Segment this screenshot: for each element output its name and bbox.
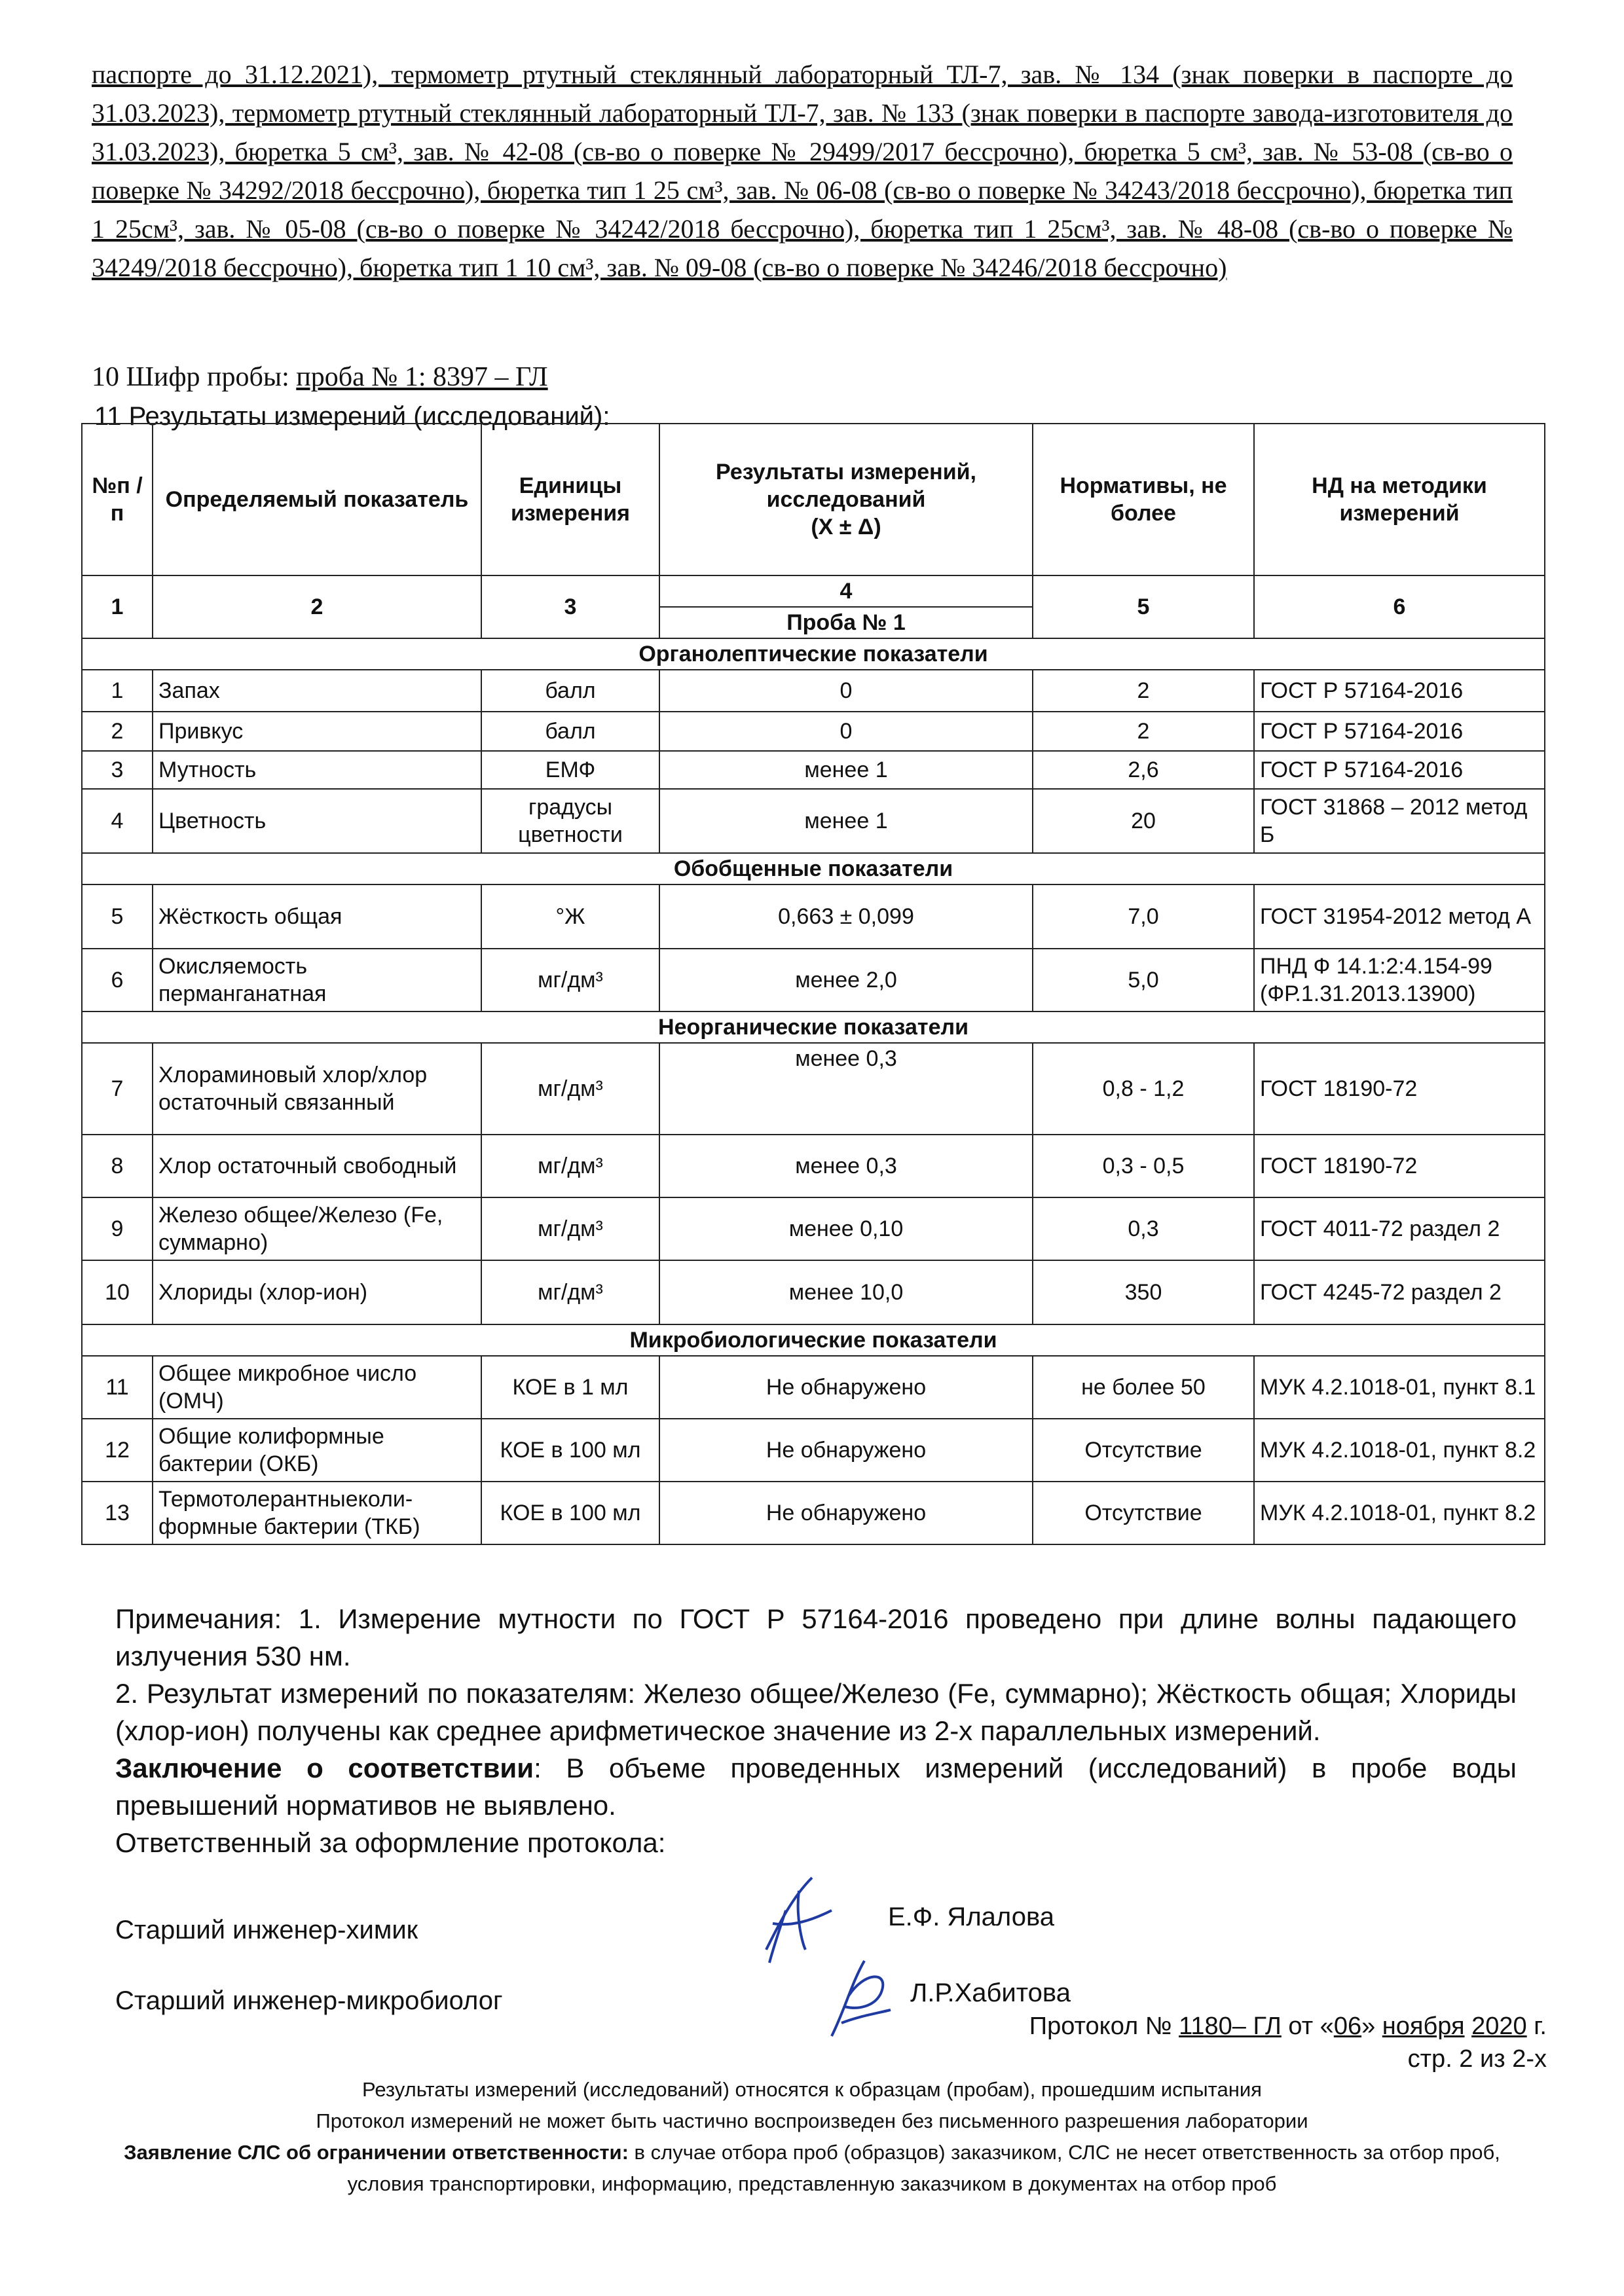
section-title: Микробиологические показатели (82, 1324, 1545, 1356)
row-unit: балл (481, 712, 659, 751)
row-indicator: Цветность (153, 789, 481, 853)
row-indicator: Железо общее/Железо (Fe, суммарно) (153, 1197, 481, 1260)
row-result: Не обнаружено (659, 1356, 1033, 1419)
disclaimer-text: в случае отбора проб (образцов) заказчиком, СЛС не несет ответственность за отбор проб, условия транспортировки, информацию, представленную заказчиком в документах на отбор проб (347, 2141, 1500, 2195)
row-nd: ГОСТ 4245-72 раздел 2 (1254, 1260, 1545, 1324)
signature-role-chemist: Старший инженер-химик (115, 1916, 418, 1944)
protocol-mid: » (1361, 2013, 1382, 2040)
row-result: менее 0,3 (659, 1043, 1033, 1135)
row-num: 7 (82, 1043, 153, 1135)
row-unit: мг/дм³ (481, 1043, 659, 1135)
row-indicator: Термотолерантныеколи-формные бактерии (ТКБ) (153, 1482, 481, 1544)
row-num: 8 (82, 1135, 153, 1197)
header-units: Единицы измерения (481, 424, 659, 575)
colnum-5: 5 (1033, 575, 1254, 638)
row-result: менее 0,3 (659, 1135, 1033, 1197)
row-nd: ГОСТ 18190-72 (1254, 1043, 1545, 1135)
footer-line-1: Результаты измерений (исследований) относятся к образцам (пробам), прошедшим испытания (362, 2078, 1262, 2101)
row-result: 0 (659, 670, 1033, 712)
row-num: 13 (82, 1482, 153, 1544)
row-nd: ГОСТ 18190-72 (1254, 1135, 1545, 1197)
signature-name-microbiologist: Л.Р.Хабитова (910, 1978, 1071, 2007)
row-norm: Отсутствие (1033, 1482, 1254, 1544)
row-result: менее 10,0 (659, 1260, 1033, 1324)
table-row (82, 1419, 1545, 1482)
row-nd: ГОСТ 31868 – 2012 метод Б (1254, 789, 1545, 853)
row-nd: ГОСТ Р 57164-2016 (1254, 670, 1545, 712)
footer-line-2: Протокол измерений не может быть частично воспроизведен без письменного разрешения лаборатории (316, 2109, 1308, 2132)
responsible-line: Ответственный за оформление протокола: (115, 1827, 666, 1858)
sample-code-label: 10 Шифр пробы: (92, 362, 297, 392)
row-norm: 2 (1033, 670, 1254, 712)
protocol-prefix: Протокол № (1029, 2013, 1179, 2040)
conclusion-text: : В объеме проведенных измерений (исследований) в пробе воды превышений нормативов не выявлено. (115, 1753, 1517, 1821)
row-num: 1 (82, 670, 153, 712)
row-num: 2 (82, 712, 153, 751)
row-nd: ПНД Ф 14.1:2:4.154-99 (ФР.1.31.2013.13900) (1254, 949, 1545, 1011)
table-row (82, 1043, 1545, 1135)
colnum-6: 6 (1254, 575, 1545, 638)
row-unit: °Ж (481, 884, 659, 949)
intro-text: паспорте до 31.12.2021), термометр ртутный стеклянный лабораторный ТЛ-7, зав. № 134 (знак поверки в паспорте до 31.03.2023), термометр ртутный стеклянный лабораторный ТЛ-7, зав. № 133 (знак поверки в паспорте завода-изготовителя до 31.03.2023), бюретка 5 см³, зав. № 42-08 (св-во о поверке № 29499/2017 бессрочно), бюретка 5 см³, зав. № 53-08 (св-во о поверке № 34292/2018 бессрочно), бюретка тип 1 25 см³, зав. № 06-08 (св-во о поверке № 34243/2018 бессрочно), бюретка тип 1 25см³, зав. № 05-08 (св-во о поверке № 34242/2018 бессрочно), бюретка тип 1 25см³, зав. № 48-08 (св-во о поверке № 34249/2018 бессрочно), бюретка тип 1 10 см³, зав. № 09-08 (св-во о поверке № 34246/2018 бессрочно) (92, 60, 1513, 282)
results-table (81, 423, 1545, 1545)
protocol-from: от « (1281, 2013, 1334, 2040)
row-num: 4 (82, 789, 153, 853)
row-indicator: Жёсткость общая (153, 884, 481, 949)
row-norm: не более 50 (1033, 1356, 1254, 1419)
row-nd: ГОСТ Р 57164-2016 (1254, 751, 1545, 789)
table-row (82, 949, 1545, 1011)
row-nd: МУК 4.2.1018-01, пункт 8.1 (1254, 1356, 1545, 1419)
row-indicator: Окисляемость перманганатная (153, 949, 481, 1011)
row-nd: ГОСТ Р 57164-2016 (1254, 712, 1545, 751)
table-row (82, 1356, 1545, 1419)
note-2: 2. Результат измерений по показателям: Железо общее/Железо (Fe, суммарно); Жёсткость общая; Хлориды (хлор-ион) получены как среднее арифметическое значение из 2-х параллельных измерений. (115, 1678, 1517, 1746)
row-num: 11 (82, 1356, 153, 1419)
conclusion (115, 1749, 1517, 1824)
row-result: 0,663 ± 0,099 (659, 884, 1033, 949)
row-norm: 0,3 (1033, 1197, 1254, 1260)
row-indicator: Общие колиформные бактерии (ОКБ) (153, 1419, 481, 1482)
row-indicator: Мутность (153, 751, 481, 789)
row-norm: 2 (1033, 712, 1254, 751)
row-indicator: Общее микробное число (ОМЧ) (153, 1356, 481, 1419)
protocol-line (1029, 2010, 1547, 2043)
protocol-month: ноября (1382, 2013, 1465, 2040)
row-unit: балл (481, 670, 659, 712)
footer-disclaimer (92, 2137, 1532, 2200)
colnum-4: 4 (659, 575, 1033, 607)
colnum-2: 2 (153, 575, 481, 638)
sample-code-line (92, 361, 548, 393)
row-result: менее 1 (659, 751, 1033, 789)
header-num: №п /п (82, 424, 153, 575)
protocol-year: 2020 (1471, 2013, 1527, 2040)
row-indicator: Хлораминовый хлор/хлор остаточный связанный (153, 1043, 481, 1135)
colnum-3: 3 (481, 575, 659, 638)
section-title: Органолептические показатели (82, 638, 1545, 670)
row-norm: 0,8 - 1,2 (1033, 1043, 1254, 1135)
footer (92, 2074, 1532, 2200)
row-num: 10 (82, 1260, 153, 1324)
sample-code-value: проба № 1: 8397 – ГЛ (296, 362, 548, 392)
row-num: 5 (82, 884, 153, 949)
colnum-1: 1 (82, 575, 153, 638)
row-unit: мг/дм³ (481, 1197, 659, 1260)
row-indicator: Хлор остаточный свободный (153, 1135, 481, 1197)
page-number: стр. 2 из 2-х (1407, 2045, 1547, 2073)
row-norm: Отсутствие (1033, 1419, 1254, 1482)
table-row (82, 751, 1545, 789)
row-result: менее 1 (659, 789, 1033, 853)
signature-role-microbiologist: Старший инженер-микробиолог (115, 1986, 503, 2015)
section-title: Неорганические показатели (82, 1011, 1545, 1043)
protocol-suffix: г. (1526, 2013, 1547, 2040)
row-result: менее 0,10 (659, 1197, 1033, 1260)
row-norm: 5,0 (1033, 949, 1254, 1011)
header-norms: Нормативы, не более (1033, 424, 1254, 575)
row-norm: 20 (1033, 789, 1254, 853)
table-row (82, 670, 1545, 712)
row-norm: 7,0 (1033, 884, 1254, 949)
row-num: 6 (82, 949, 153, 1011)
row-result: 0 (659, 712, 1033, 751)
header-results-label: Результаты измерений, исследований (716, 460, 976, 512)
row-num: 3 (82, 751, 153, 789)
row-indicator: Запах (153, 670, 481, 712)
row-indicator: Привкус (153, 712, 481, 751)
conclusion-label: Заключение о соответствии (115, 1753, 534, 1783)
header-nd: НД на методики измерений (1254, 424, 1545, 575)
disclaimer-label: Заявление СЛС об ограничении ответственности: (124, 2141, 629, 2164)
table-row (82, 884, 1545, 949)
table-row (82, 712, 1545, 751)
row-nd: МУК 4.2.1018-01, пункт 8.2 (1254, 1419, 1545, 1482)
row-norm: 350 (1033, 1260, 1254, 1324)
signature-name-chemist: Е.Ф. Ялалова (888, 1903, 1054, 1931)
header-results (659, 424, 1033, 575)
results-heading: 11 Результаты измерений (исследований): (94, 402, 610, 431)
header-results-formula: (X ± Δ) (811, 515, 881, 539)
row-result: Не обнаружено (659, 1482, 1033, 1544)
row-unit: ЕМФ (481, 751, 659, 789)
sample-label: Проба № 1 (659, 607, 1033, 638)
table-row (82, 1482, 1545, 1544)
row-nd: ГОСТ 31954-2012 метод А (1254, 884, 1545, 949)
table-row (82, 1135, 1545, 1197)
signature-mark-microbiologist (819, 1951, 904, 2043)
row-num: 12 (82, 1419, 153, 1482)
row-num: 9 (82, 1197, 153, 1260)
row-nd: ГОСТ 4011-72 раздел 2 (1254, 1197, 1545, 1260)
table-row (82, 1197, 1545, 1260)
intro-paragraph (92, 55, 1513, 287)
protocol-number: 1180– ГЛ (1179, 2013, 1282, 2040)
row-nd: МУК 4.2.1018-01, пункт 8.2 (1254, 1482, 1545, 1544)
row-unit: КОЕ в 100 мл (481, 1482, 659, 1544)
row-unit: градусы цветности (481, 789, 659, 853)
notes-block (115, 1600, 1517, 1861)
row-unit: КОЕ в 100 мл (481, 1419, 659, 1482)
table-row (82, 1260, 1545, 1324)
row-unit: мг/дм³ (481, 1135, 659, 1197)
row-unit: мг/дм³ (481, 949, 659, 1011)
row-unit: КОЕ в 1 мл (481, 1356, 659, 1419)
row-result: менее 2,0 (659, 949, 1033, 1011)
section-title: Обобщенные показатели (82, 853, 1545, 884)
protocol-day: 06 (1333, 2013, 1362, 2040)
protocol-ref (1029, 2010, 1547, 2075)
row-norm: 0,3 - 0,5 (1033, 1135, 1254, 1197)
header-indicator: Определяемый показатель (153, 424, 481, 575)
row-indicator: Хлориды (хлор-ион) (153, 1260, 481, 1324)
row-result: Не обнаружено (659, 1419, 1033, 1482)
row-unit: мг/дм³ (481, 1260, 659, 1324)
row-norm: 2,6 (1033, 751, 1254, 789)
protocol-space (1465, 2013, 1472, 2040)
note-1: Примечания: 1. Измерение мутности по ГОСТ Р 57164-2016 проведено при длине волны падающего излучения 530 нм. (115, 1603, 1517, 1671)
table-row (82, 789, 1545, 853)
